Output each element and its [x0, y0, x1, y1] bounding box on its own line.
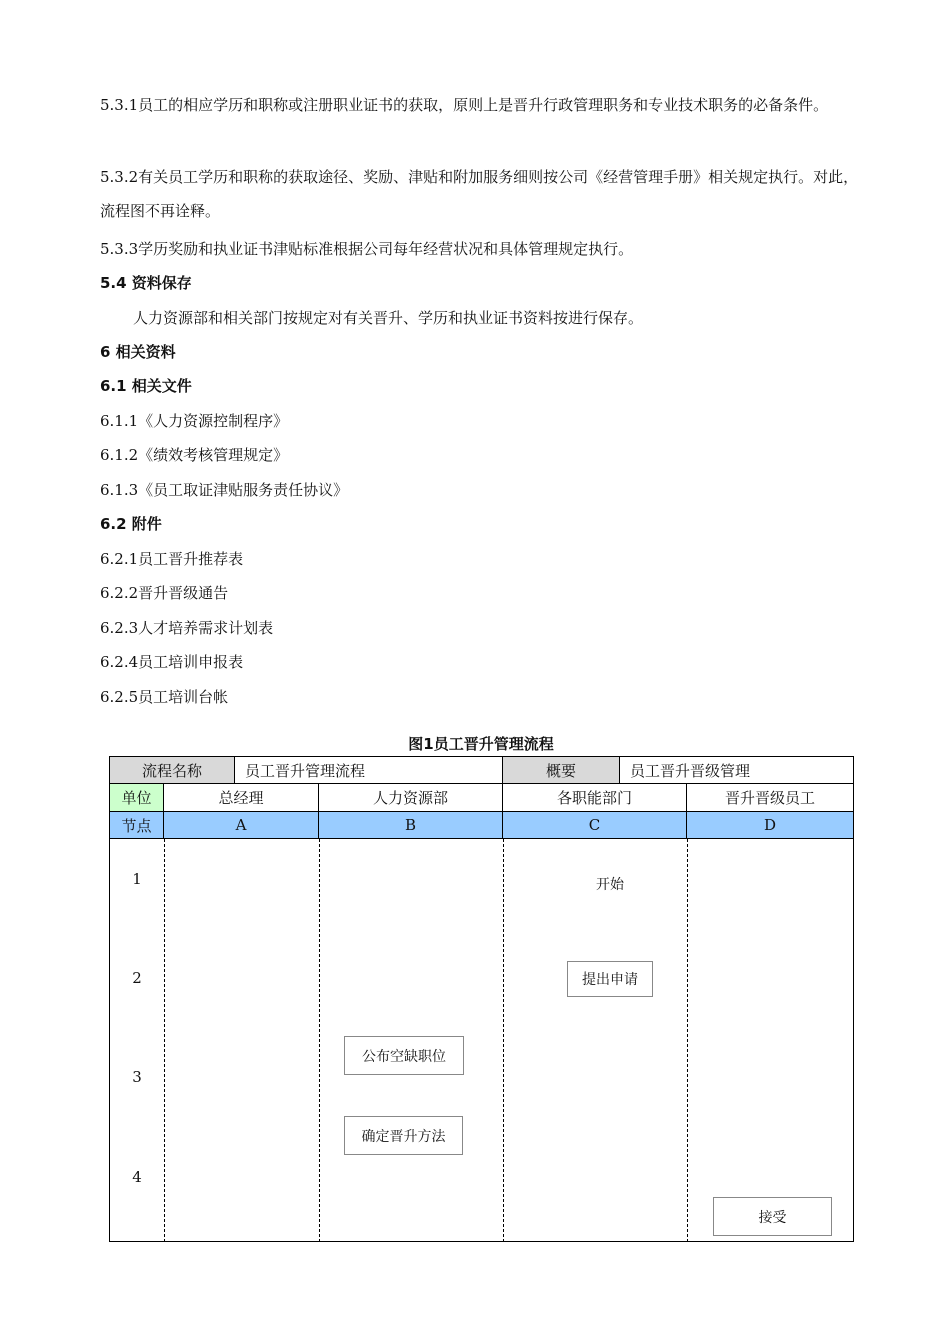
- attachment-6-2-3: 6.2.3人才培养需求计划表: [100, 619, 274, 637]
- summary-label: 概要: [503, 757, 620, 784]
- attachment-6-2-1: 6.2.1员工晋升推荐表: [100, 550, 244, 568]
- step-submit-application: 提出申请: [567, 961, 653, 997]
- unit-promoted-employee: 晋升晋级员工: [687, 784, 853, 812]
- file-6-1-1: 6.1.1《人力资源控制程序》: [100, 412, 289, 430]
- file-6-1-3: 6.1.3《员工取证津贴服务责任协议》: [100, 481, 349, 499]
- lane-divider: [164, 839, 165, 1242]
- lane-divider: [687, 839, 688, 1242]
- lane-divider: [503, 839, 504, 1242]
- paragraph-5-3-3: 5.3.3学历奖励和执业证书津贴标准根据公司每年经营状况和具体管理规定执行。: [100, 240, 634, 258]
- heading-6-2: 6.2 附件: [100, 515, 162, 533]
- unit-functional-departments: 各职能部门: [503, 784, 687, 812]
- figure-title: 图1员工晋升管理流程: [408, 735, 554, 753]
- file-6-1-2: 6.1.2《绩效考核管理规定》: [100, 446, 289, 464]
- unit-label: 单位: [110, 784, 164, 812]
- step-start: 开始: [596, 877, 624, 893]
- attachment-6-2-4: 6.2.4员工培训申报表: [100, 653, 244, 671]
- heading-6: 6 相关资料: [100, 343, 176, 361]
- summary-value: 员工晋升晋级管理: [620, 757, 853, 784]
- unit-hr-department: 人力资源部: [319, 784, 503, 812]
- lane-divider: [319, 839, 320, 1242]
- step-determine-method: 确定晋升方法: [344, 1116, 463, 1155]
- attachment-6-2-2: 6.2.2晋升晋级通告: [100, 584, 229, 602]
- step-publish-vacancy: 公布空缺职位: [344, 1036, 464, 1075]
- node-number-4: 4: [132, 1168, 142, 1186]
- column-d: D: [687, 812, 853, 839]
- node-label: 节点: [110, 812, 164, 839]
- process-name-label: 流程名称: [110, 757, 235, 784]
- column-a: A: [164, 812, 319, 839]
- column-b: B: [319, 812, 503, 839]
- step-accept: 接受: [713, 1197, 832, 1236]
- node-number-1: 1: [132, 870, 142, 888]
- heading-5-4: 5.4 资料保存: [100, 274, 192, 292]
- unit-general-manager: 总经理: [164, 784, 319, 812]
- flowchart-table: [109, 756, 854, 1242]
- paragraph-5-4: 人力资源部和相关部门按规定对有关晋升、学历和执业证书资料按进行保存。: [133, 309, 644, 327]
- process-name-value: 员工晋升管理流程: [235, 757, 503, 784]
- node-number-2: 2: [132, 969, 142, 987]
- paragraph-5-3-2: 5.3.2有关员工学历和职称的获取途径、奖励、津贴和附加服务细则按公司《经营管理手册》相关规定执行。对此，流程图不再诠释。: [100, 168, 859, 220]
- attachment-6-2-5: 6.2.5员工培训台帐: [100, 688, 229, 706]
- paragraph-5-3-1: 5.3.1员工的相应学历和职称或注册职业证书的获取，原则上是晋升行政管理职务和专业技术职务的必备条件。: [100, 96, 829, 114]
- heading-6-1: 6.1 相关文件: [100, 377, 192, 395]
- column-c: C: [503, 812, 687, 839]
- node-number-3: 3: [132, 1068, 142, 1086]
